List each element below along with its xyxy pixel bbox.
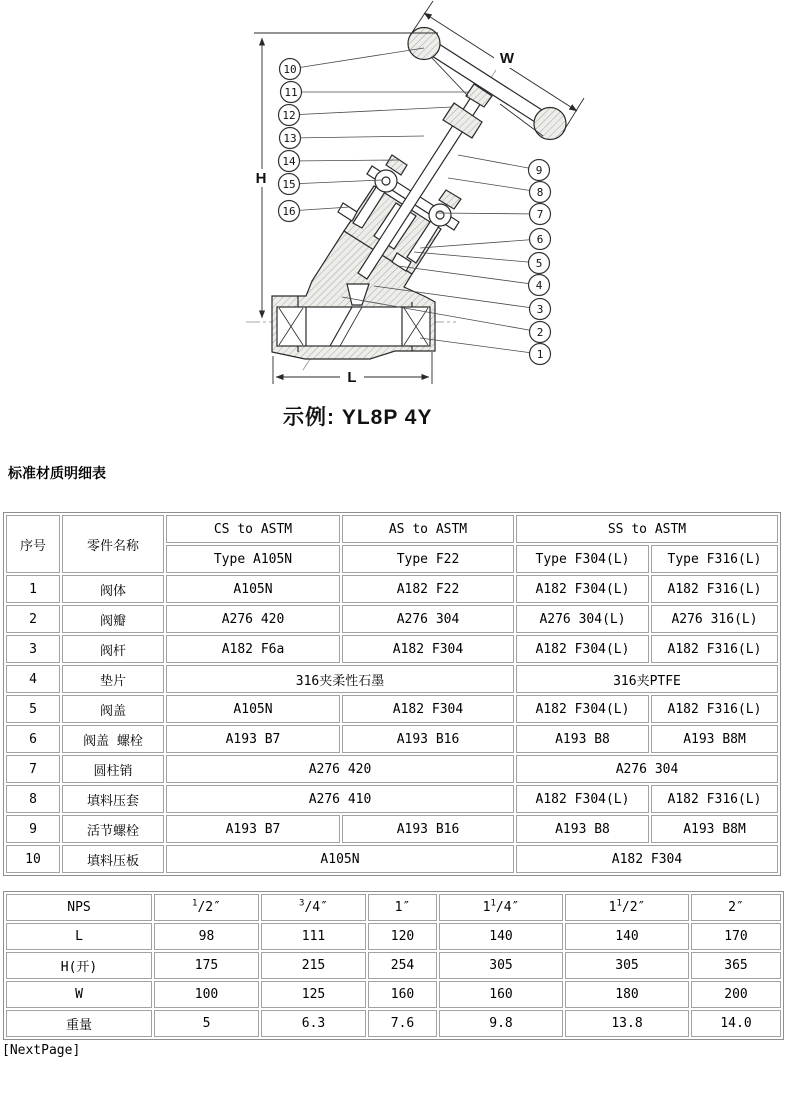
cell-dim-value: 365 (691, 952, 781, 979)
callout-number-16: 16 (282, 205, 296, 218)
cell-material: A193 B7 (166, 725, 340, 753)
next-page-link[interactable]: [NextPage] (2, 1043, 81, 1058)
callout-number-8: 8 (536, 186, 544, 199)
callout-number-7: 7 (536, 208, 544, 221)
cell-dim-value: 13.8 (565, 1010, 689, 1037)
cell-material: A182 F304(L) (516, 785, 649, 813)
materials-row (6, 725, 778, 753)
callout-leader-10 (290, 48, 424, 69)
cell-material: A105N (166, 575, 340, 603)
header-group: AS to ASTM (342, 515, 514, 543)
materials-row (6, 575, 778, 603)
cell-material: A276 304(L) (516, 605, 649, 633)
cell-part: 填料压板 (62, 845, 164, 873)
cell-dim-value: 14.0 (691, 1010, 781, 1037)
cell-no: 10 (6, 845, 60, 873)
cell-dim-value: 305 (439, 952, 563, 979)
cell-no: 2 (6, 605, 60, 633)
valve-diagram (0, 0, 789, 400)
cell-material: A276 420 (166, 605, 340, 633)
cell-dim-value: 175 (154, 952, 259, 979)
callout-number-2: 2 (536, 326, 544, 339)
handwheel-knob-top (408, 28, 440, 60)
callout-number-15: 15 (282, 178, 296, 191)
cell-no: 6 (6, 725, 60, 753)
cell-nps-size: $1^1/2''$ (565, 894, 689, 921)
cell-dim-value: 254 (368, 952, 437, 979)
valve-figure (0, 0, 789, 400)
cell-nps-size: $^1$/2″ (154, 894, 259, 921)
header-group: SS to ASTM (516, 515, 778, 543)
cell-dim-value: 9.8 (439, 1010, 563, 1037)
cell-material: A182 F304 (342, 695, 514, 723)
cell-row-label: W (6, 981, 152, 1008)
cell-dim-value: 98 (154, 923, 259, 950)
cell-dim-value: 140 (565, 923, 689, 950)
cell-part: 活节螺栓 (62, 815, 164, 843)
materials-header-row-1 (6, 515, 778, 543)
header-group: CS to ASTM (166, 515, 340, 543)
dims-row (6, 981, 781, 1008)
cell-material: A276 316(L) (651, 605, 778, 633)
cell-row-label: NPS (6, 894, 152, 921)
bonnet-bolt-left (338, 203, 357, 221)
cell-dim-value: 111 (261, 923, 366, 950)
cell-material: A182 F316(L) (651, 575, 778, 603)
cell-material: A105N (166, 695, 340, 723)
cell-material: A276 304 (516, 755, 778, 783)
callout-number-9: 9 (535, 164, 543, 177)
callout-leader-8 (448, 178, 540, 192)
cell-row-label: H(开) (6, 952, 152, 979)
cell-part: 圆柱销 (62, 755, 164, 783)
callout-number-4: 4 (535, 279, 543, 292)
cell-material: A182 F22 (342, 575, 514, 603)
cell-material: A182 F304(L) (516, 635, 649, 663)
cell-no: 5 (6, 695, 60, 723)
cell-material: A182 F304(L) (516, 575, 649, 603)
cell-part: 阀杆 (62, 635, 164, 663)
materials-row (6, 785, 778, 813)
callout-number-3: 3 (536, 303, 544, 316)
cell-dim-value: 200 (691, 981, 781, 1008)
materials-row (6, 635, 778, 663)
cell-dim-value: 170 (691, 923, 781, 950)
header-no: 序号 (6, 515, 60, 573)
cell-dim-value: 5 (154, 1010, 259, 1037)
cell-no: 8 (6, 785, 60, 813)
cell-material: A105N (166, 845, 514, 873)
callout-number-6: 6 (536, 233, 544, 246)
callout-leader-9 (458, 155, 539, 170)
callout-number-13: 13 (283, 132, 297, 145)
header-type: Type F22 (342, 545, 514, 573)
cell-material: A182 F6a (166, 635, 340, 663)
cell-no: 7 (6, 755, 60, 783)
cell-nps-size: $^3$/4″ (261, 894, 366, 921)
cell-material: A182 F316(L) (651, 635, 778, 663)
cell-material: A193 B8 (516, 725, 649, 753)
cell-no: 9 (6, 815, 60, 843)
cell-dim-value: 160 (368, 981, 437, 1008)
callout-number-14: 14 (282, 155, 296, 168)
materials-table (3, 512, 781, 876)
materials-row (6, 605, 778, 633)
callout-leader-14 (289, 160, 400, 161)
cell-material: A193 B8M (651, 725, 778, 753)
callout-number-11: 11 (284, 86, 298, 99)
cell-material: A182 F316(L) (651, 695, 778, 723)
cell-material: A182 F304 (516, 845, 778, 873)
cell-material: A182 F304(L) (516, 695, 649, 723)
cell-nps-size: 2″ (691, 894, 781, 921)
header-type: Type A105N (166, 545, 340, 573)
cell-part: 阀瓣 (62, 605, 164, 633)
cell-material: A193 B7 (166, 815, 340, 843)
cell-dim-value: 120 (368, 923, 437, 950)
cell-material: A276 304 (342, 605, 514, 633)
cell-no: 4 (6, 665, 60, 693)
cell-material: A193 B16 (342, 815, 514, 843)
cell-nps-size: $1^1/4''$ (439, 894, 563, 921)
dims-row (6, 894, 781, 921)
cell-nps-size: 1″ (368, 894, 437, 921)
dims-row (6, 952, 781, 979)
materials-row (6, 695, 778, 723)
callout-number-10: 10 (283, 63, 297, 76)
cell-row-label: L (6, 923, 152, 950)
cell-no: 1 (6, 575, 60, 603)
callout-number-1: 1 (536, 348, 544, 361)
callout-leader-12 (289, 107, 452, 115)
cell-material: A182 F316(L) (651, 785, 778, 813)
cell-material: A276 410 (166, 785, 514, 813)
materials-row (6, 845, 778, 873)
callout-number-5: 5 (535, 257, 543, 270)
dim-label-l: L (347, 369, 357, 386)
dim-label-w: W (499, 50, 515, 67)
cell-dim-value: 215 (261, 952, 366, 979)
cell-material: A193 B8 (516, 815, 649, 843)
callout-leader-15 (289, 180, 382, 184)
cell-dim-value: 7.6 (368, 1010, 437, 1037)
cell-dim-value: 160 (439, 981, 563, 1008)
materials-row (6, 815, 778, 843)
cell-part: 垫片 (62, 665, 164, 693)
section-title: 标准材质明细表 (8, 465, 106, 481)
cell-dim-value: 125 (261, 981, 366, 1008)
callout-leader-4 (398, 266, 539, 285)
dimensions-table (3, 891, 784, 1040)
cell-dim-value: 6.3 (261, 1010, 366, 1037)
dim-label-h: H (255, 170, 267, 187)
cell-material: 316夹PTFE (516, 665, 778, 693)
cell-dim-value: 140 (439, 923, 563, 950)
materials-row (6, 755, 778, 783)
cell-material: A193 B16 (342, 725, 514, 753)
cell-dim-value: 180 (565, 981, 689, 1008)
cell-row-label: 重量 (6, 1010, 152, 1037)
cell-dim-value: 100 (154, 981, 259, 1008)
cell-material: A193 B8M (651, 815, 778, 843)
callout-leader-13 (290, 136, 424, 138)
callout-number-12: 12 (282, 109, 296, 122)
cell-part: 填料压套 (62, 785, 164, 813)
header-type: Type F316(L) (651, 545, 778, 573)
header-type: Type F304(L) (516, 545, 649, 573)
figure-caption: 示例: YL8P 4Y (283, 406, 433, 429)
materials-row (6, 665, 778, 693)
cell-part: 阀体 (62, 575, 164, 603)
cell-no: 3 (6, 635, 60, 663)
header-part: 零件名称 (62, 515, 164, 573)
callout-leader-1 (420, 338, 540, 354)
callout-leader-5 (414, 252, 539, 263)
callout-leader-6 (420, 239, 540, 248)
dims-row (6, 923, 781, 950)
cell-dim-value: 305 (565, 952, 689, 979)
cell-part: 阀盖 (62, 695, 164, 723)
callout-leader-7 (436, 213, 540, 214)
cell-material: A276 420 (166, 755, 514, 783)
cell-material: 316夹柔性石墨 (166, 665, 514, 693)
handwheel-knob-bottom (534, 108, 566, 140)
dims-row (6, 1010, 781, 1037)
cell-part: 阀盖 螺栓 (62, 725, 164, 753)
cell-material: A182 F304 (342, 635, 514, 663)
